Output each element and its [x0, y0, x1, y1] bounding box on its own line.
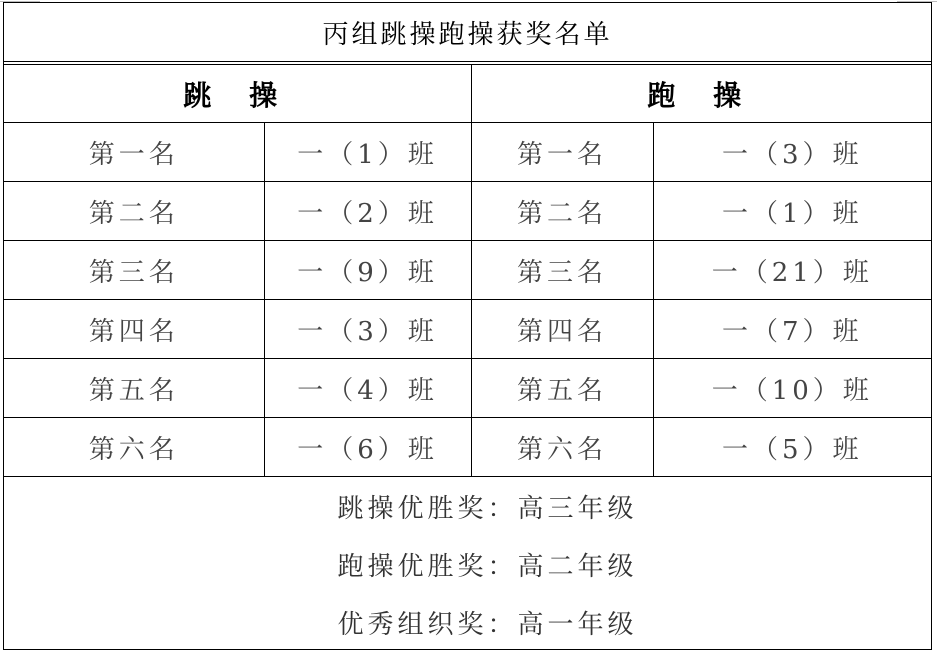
right-class: 一（3）班 — [653, 123, 931, 182]
right-rank: 第四名 — [471, 300, 653, 359]
special-awards — [4, 477, 931, 651]
left-rank: 第一名 — [4, 123, 264, 182]
left-class: 一（6）班 — [264, 418, 471, 477]
organization-award: 优秀组织奖：高一年级 — [337, 609, 638, 640]
table-row — [4, 300, 931, 359]
awards-table — [4, 65, 931, 477]
right-class: 一（10）班 — [653, 359, 931, 418]
right-class: 一（5）班 — [653, 418, 931, 477]
table-row — [4, 182, 931, 241]
sheet-title: 丙组跳操跑操获奖名单 — [322, 19, 613, 50]
right-class: 一（7）班 — [653, 300, 931, 359]
jump-excellence-award: 跳操优胜奖：高三年级 — [337, 493, 638, 524]
left-class: 一（4）班 — [264, 359, 471, 418]
left-rank: 第三名 — [4, 241, 264, 300]
title-divider-top — [4, 61, 931, 62]
table-row — [4, 241, 931, 300]
running-exercise-heading: 跑 操 — [471, 65, 931, 123]
left-class: 一（1）班 — [264, 123, 471, 182]
right-rank: 第二名 — [471, 182, 653, 241]
left-rank: 第四名 — [4, 300, 264, 359]
left-class: 一（9）班 — [264, 241, 471, 300]
table-header-row — [4, 65, 931, 123]
running-excellence-award: 跑操优胜奖：高二年级 — [337, 551, 638, 582]
right-class: 一（21）班 — [653, 241, 931, 300]
left-class: 一（3）班 — [264, 300, 471, 359]
table-row — [4, 123, 931, 182]
left-rank: 第二名 — [4, 182, 264, 241]
left-rank: 第五名 — [4, 359, 264, 418]
right-class: 一（1）班 — [653, 182, 931, 241]
left-rank: 第六名 — [4, 418, 264, 477]
award-sheet — [3, 2, 932, 650]
right-rank: 第六名 — [471, 418, 653, 477]
table-row — [4, 418, 931, 477]
right-rank: 第一名 — [471, 123, 653, 182]
left-class: 一（2）班 — [264, 182, 471, 241]
jump-exercise-heading: 跳 操 — [4, 65, 471, 123]
right-rank: 第五名 — [471, 359, 653, 418]
right-rank: 第三名 — [471, 241, 653, 300]
table-row — [4, 359, 931, 418]
